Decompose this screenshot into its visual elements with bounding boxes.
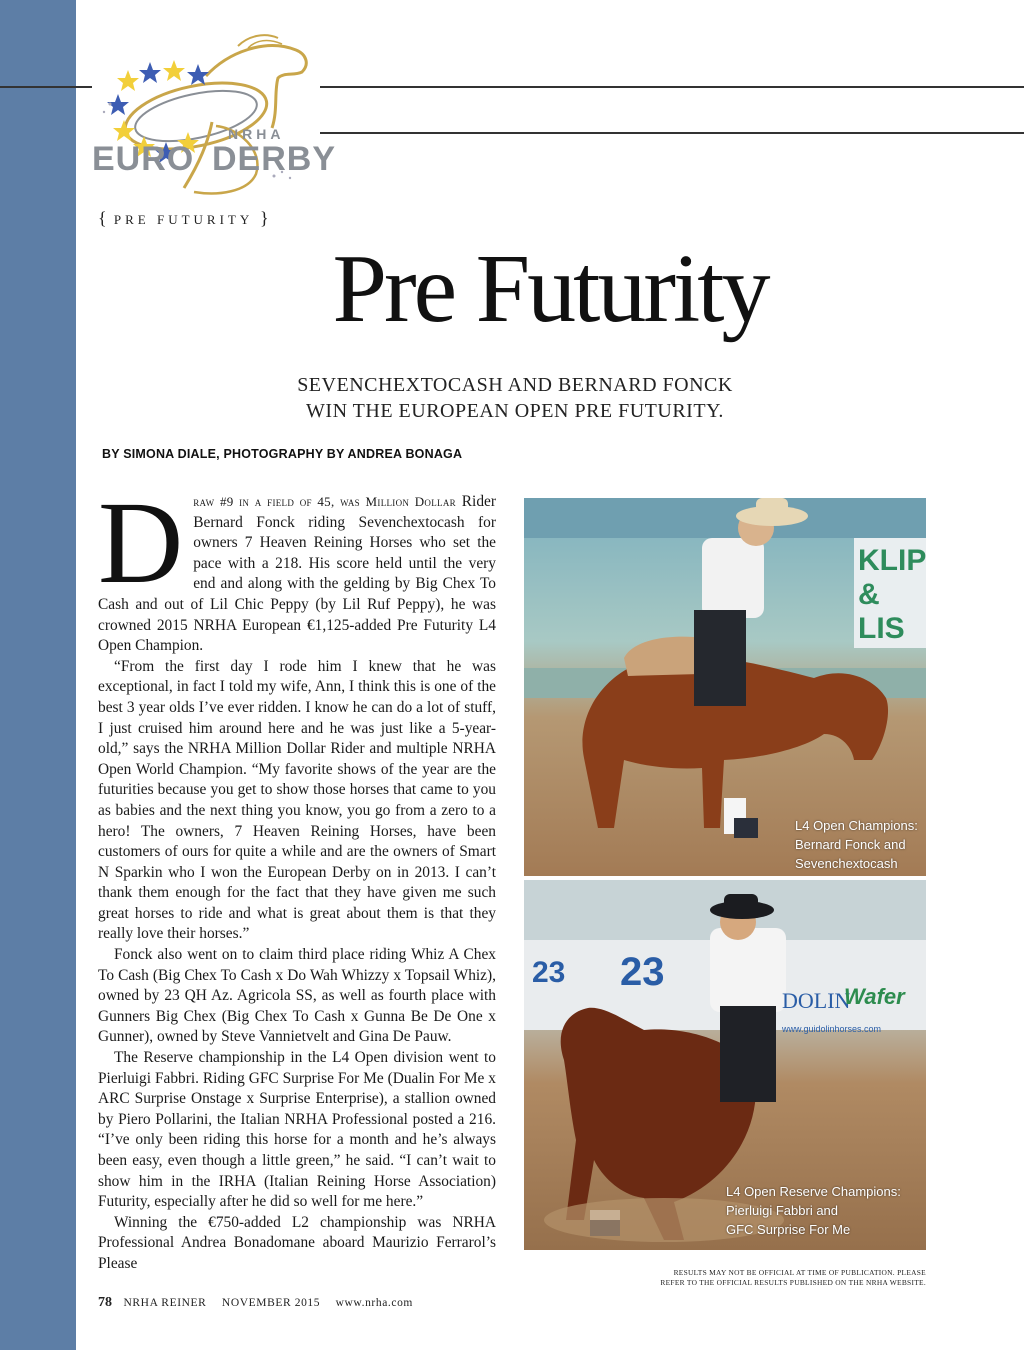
- header-rule-right: [320, 86, 1024, 88]
- photo2-caption: [726, 1182, 901, 1239]
- photo2-banner-text: DOLIN: [782, 988, 851, 1013]
- subtitle-line-1: SEVENCHEXTOCASH AND BERNARD FONCK: [297, 374, 733, 396]
- sidebar-stripe: [0, 0, 76, 1350]
- page-footer: [98, 1295, 413, 1311]
- brace-right: }: [260, 208, 269, 228]
- paragraph-1: [98, 477, 496, 657]
- paragraph-3: Fonck also went on to claim third place riding Whiz A Chex To Cash (Big Chex To Cash x Do Wah Whizzy x Topsail Whiz), owned by 23 QH Az. Agricola SS, as well as fourth place with Gunners Big Chex (Big Chex To Cash x Gunna Be De One x Gunner), owned by Steve Vannietvelt and Gina De Pauw.: [98, 946, 496, 1046]
- byline: BY SIMONA DIALE, PHOTOGRAPHY BY ANDREA BONAGA: [102, 447, 463, 461]
- brace-left: {: [98, 208, 107, 228]
- photo-reserve-champions: [524, 880, 926, 1250]
- photo1-caption-line-1: L4 Open Champions:: [795, 818, 918, 833]
- subtitle: [230, 372, 800, 424]
- logo-euro-text: EURO: [92, 140, 195, 178]
- paragraph-1-text: Rider Bernard Fonck riding Sevenchextocash for owners 7 Heaven Reining Horses who set the pace with a 218. His score held until the very end and along with the gelding by Big Chex To Cash and out of Lil Chic Peppy (by Lil Ruf Peppy), he was crowned 2015 NRHA European €1,125-added Pre Futurity L4 Open Champion.: [98, 493, 496, 655]
- logo-derby-text: DERBY: [212, 140, 337, 178]
- results-disclaimer: [596, 1268, 926, 1287]
- disclaimer-line-1: RESULTS MAY NOT BE OFFICIAL AT TIME OF PUBLICATION. PLEASE: [673, 1268, 926, 1277]
- photo1-caption-line-3: Sevenchextocash: [795, 856, 898, 871]
- page-number: 78: [98, 1295, 112, 1310]
- photo1-caption: [795, 816, 918, 873]
- footer-publication: NRHA REINER: [123, 1297, 207, 1309]
- lead-in: raw #9 in a field of 45, was Million Dollar: [193, 494, 456, 509]
- header-rule-lower-right: [320, 132, 1024, 134]
- logo-nrha-text: NRHA: [228, 126, 285, 142]
- header-rule-left: [0, 86, 92, 88]
- drop-cap: D: [98, 477, 184, 608]
- photo1-caption-line-2: Bernard Fonck and: [795, 837, 906, 852]
- footer-website-link[interactable]: www.nrha.com: [335, 1297, 413, 1309]
- footer-issue: NOVEMBER 2015: [221, 1297, 321, 1309]
- photo2-banner-number: 23: [532, 956, 566, 989]
- photo2-caption-line-2: Pierluigi Fabbri and: [726, 1203, 839, 1218]
- article-body: [98, 477, 496, 1275]
- photo2-banner-number-2: 23: [620, 950, 665, 994]
- paragraph-5: Winning the €750-added L2 championship was NRHA Professional Andrea Bonadomane aboard Maurizio Ferrarol’s Please: [98, 1213, 496, 1272]
- euro-derby-logo: [88, 32, 337, 202]
- photo2-banner-url: www.guidolinhorses.com: [782, 1024, 882, 1034]
- photo2-banner-brand: Wafer: [844, 984, 905, 1009]
- disclaimer-line-2: REFER TO THE OFFICIAL RESULTS PUBLISHED ON THE NRHA WEBSITE.: [660, 1277, 926, 1287]
- section-tag-text: PRE FUTURITY: [113, 212, 253, 227]
- paragraph-4: The Reserve championship in the L4 Open division went to Pierluigi Fabbri. Riding GFC Surprise For Me (Dualin For Me x ARC Surprise Onstage x Surprise Enterprise), a stallion owned by Piero Pollarini, the Italian NRHA Professional posted a 216. “I’ve only been riding this horse for a month and he’s always been easy, even though a little green,” he said. “I can’t wait to show him in the IRHA (Italian Reining Horse Association) Futurity, especially after he did so well for me here.”: [98, 1049, 496, 1211]
- paragraph-2: “From the first day I rode him I knew that he was exceptional, in fact I told my wife, Ann, I think this is one of the best 3 year olds I’ve ever ridden. I know he can do a lot of stuff, I just cruised him around here and he was just like a 5-year-old,” says the NRHA Million Dollar Rider and multiple NRHA Open World Champion. “My favorite shows of the year are the futurities because you get to show those horses that came to you as babies and the next thing you know, you go from a zero to a hero! The owners, 7 Heaven Reining Horses, have been customers of ours for quite a while and are the owners of Smart N Sparkin who I won the European Derby on in 2013. I can’t thank them enough for the fact that they have given me such great horses to ride and what is great about them is that they really love their horses.”: [98, 657, 496, 943]
- subtitle-line-2: WIN THE EUROPEAN OPEN PRE FUTURITY.: [306, 400, 724, 422]
- photo2-caption-line-1: L4 Open Reserve Champions:: [726, 1184, 901, 1199]
- photo1-banner: KLIP & LIS: [858, 544, 926, 645]
- photo-champions: [524, 498, 926, 876]
- page-title: Pre Futurity: [332, 235, 768, 343]
- photo2-caption-line-3: GFC Surprise For Me: [726, 1222, 851, 1237]
- section-tag: [98, 208, 269, 229]
